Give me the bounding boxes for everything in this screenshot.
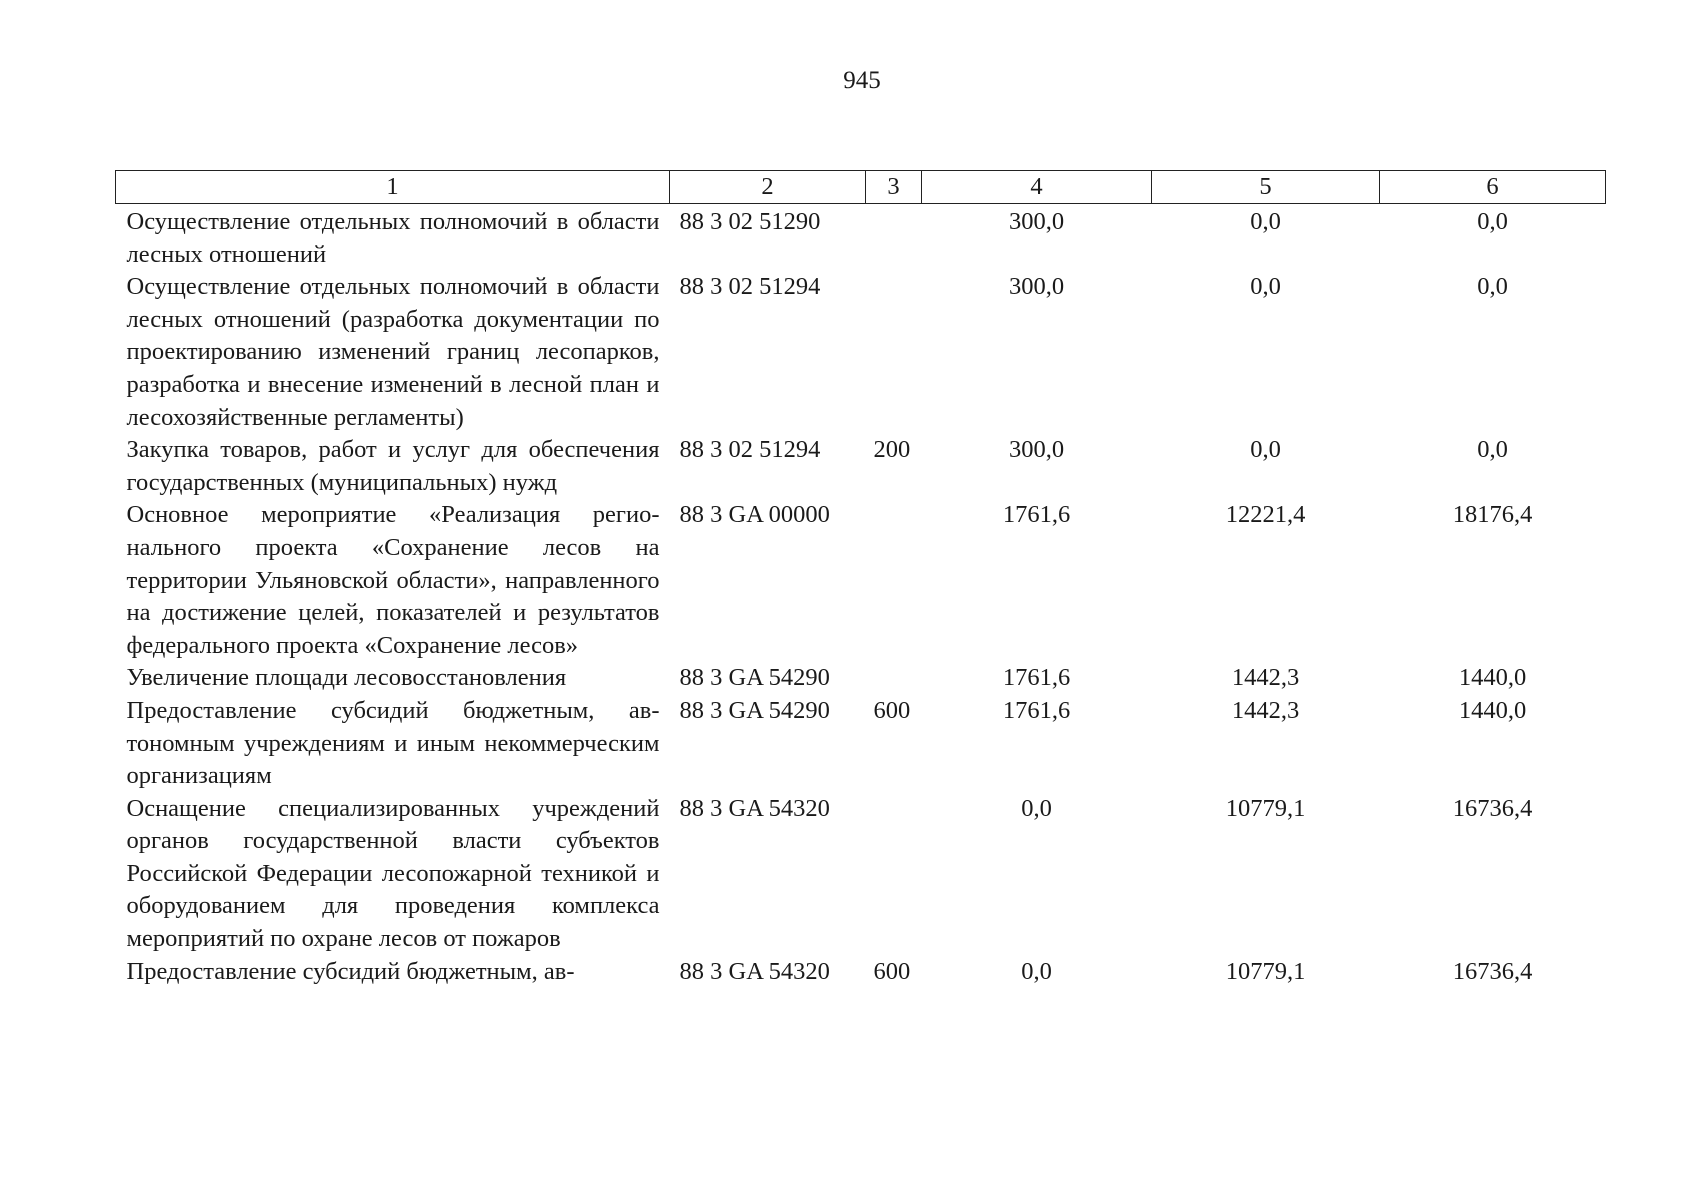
row-value-5: 1442,3 [1231,664,1300,692]
row-value-4: 1761,6 [1002,501,1071,529]
row-value-4: 1761,6 [1002,664,1071,692]
row-code: 88 3 GA 54320 [679,957,830,985]
row-expense-type [866,204,922,272]
row-code: 88 3 GA 54320 [679,794,830,822]
row-name: Предоставление субсидий бюджетным, ав- [126,957,575,985]
row-expense-type: 200 [873,436,911,464]
row-value-6: 1440,0 [1458,696,1527,724]
row-expense-type [866,793,922,956]
column-header-5: 5 [1152,171,1380,204]
row-name: Осуществление отдельных полномочий в области лесных отношений [126,208,660,268]
row-value-4: 1761,6 [1002,696,1071,724]
row-value-6: 0,0 [1477,208,1508,235]
budget-table [115,170,1606,988]
row-value-4: 300,0 [1008,436,1065,464]
row-name: Увеличение площади лесовосстановления [126,664,567,692]
row-value-5: 10779,1 [1225,794,1306,822]
row-value-6: 16736,4 [1452,794,1533,822]
row-value-5: 0,0 [1250,436,1281,464]
row-name: Оснащение специализированных учреждений органов государственной власти субъектов Российской Федерации лесопожарной техникой и оборудованием для проведения комплекса мероприятий по охране лесов от пожаров [126,794,660,953]
row-expense-type [866,499,922,662]
row-value-6: 0,0 [1477,273,1508,301]
row-name: Основное мероприятие «Реализация регионального проекта «Сохранение лесов на территории Ульяновской области», направленного на достижение целей, показателей и результатов федерального проекта «Сохранение лесов» [126,501,660,659]
row-value-5: 0,0 [1250,273,1281,301]
table-row [116,204,1606,272]
table-row [116,434,1606,499]
table-row [116,271,1606,434]
row-value-4: 0,0 [1021,957,1052,985]
row-value-6: 0,0 [1477,436,1508,464]
row-value-5: 1442,3 [1231,696,1300,724]
row-code: 88 3 GA 54290 [679,664,830,692]
row-code: 88 3 GA 00000 [679,501,830,529]
column-header-2: 2 [670,171,866,204]
row-value-5: 0,0 [1250,208,1281,235]
row-name: Предоставление субсидий бюджетным, автономным учреждениям и иным некоммерческим организациям [126,696,660,790]
row-name: Закупка товаров, работ и услуг для обеспечения государственных (муниципальных) нужд [126,436,660,496]
row-name: Осуществление отдельных полномочий в области лесных отношений (разработка документации по проектированию изменений границ лесопарков, разработка и внесение изменений в лесной план и лесохозяйственные регламенты) [126,273,660,431]
column-header-1: 1 [116,171,670,204]
table-row [116,499,1606,662]
column-header-3: 3 [866,171,922,204]
row-expense-type: 600 [873,696,911,724]
row-value-4: 300,0 [1008,273,1065,301]
table-header-row [116,171,1606,204]
row-expense-type [866,271,922,434]
table-row [116,793,1606,956]
row-value-5: 10779,1 [1225,957,1306,985]
table-row [116,956,1606,989]
row-value-4: 0,0 [1021,794,1052,822]
row-value-6: 16736,4 [1452,957,1533,985]
row-value-4: 300,0 [1008,208,1065,235]
column-header-6: 6 [1380,171,1606,204]
column-header-4: 4 [922,171,1152,204]
row-code: 88 3 GA 54290 [679,696,830,724]
row-value-6: 18176,4 [1452,501,1533,529]
row-code: 88 3 02 51290 [679,208,821,235]
row-expense-type [866,662,922,695]
table-row [116,695,1606,793]
row-code: 88 3 02 51294 [679,273,821,301]
row-code: 88 3 02 51294 [679,436,821,464]
page-number: 945 [843,67,881,94]
row-value-5: 12221,4 [1225,501,1306,529]
row-expense-type: 600 [873,957,911,985]
row-value-6: 1440,0 [1458,664,1527,692]
table-row [116,662,1606,695]
